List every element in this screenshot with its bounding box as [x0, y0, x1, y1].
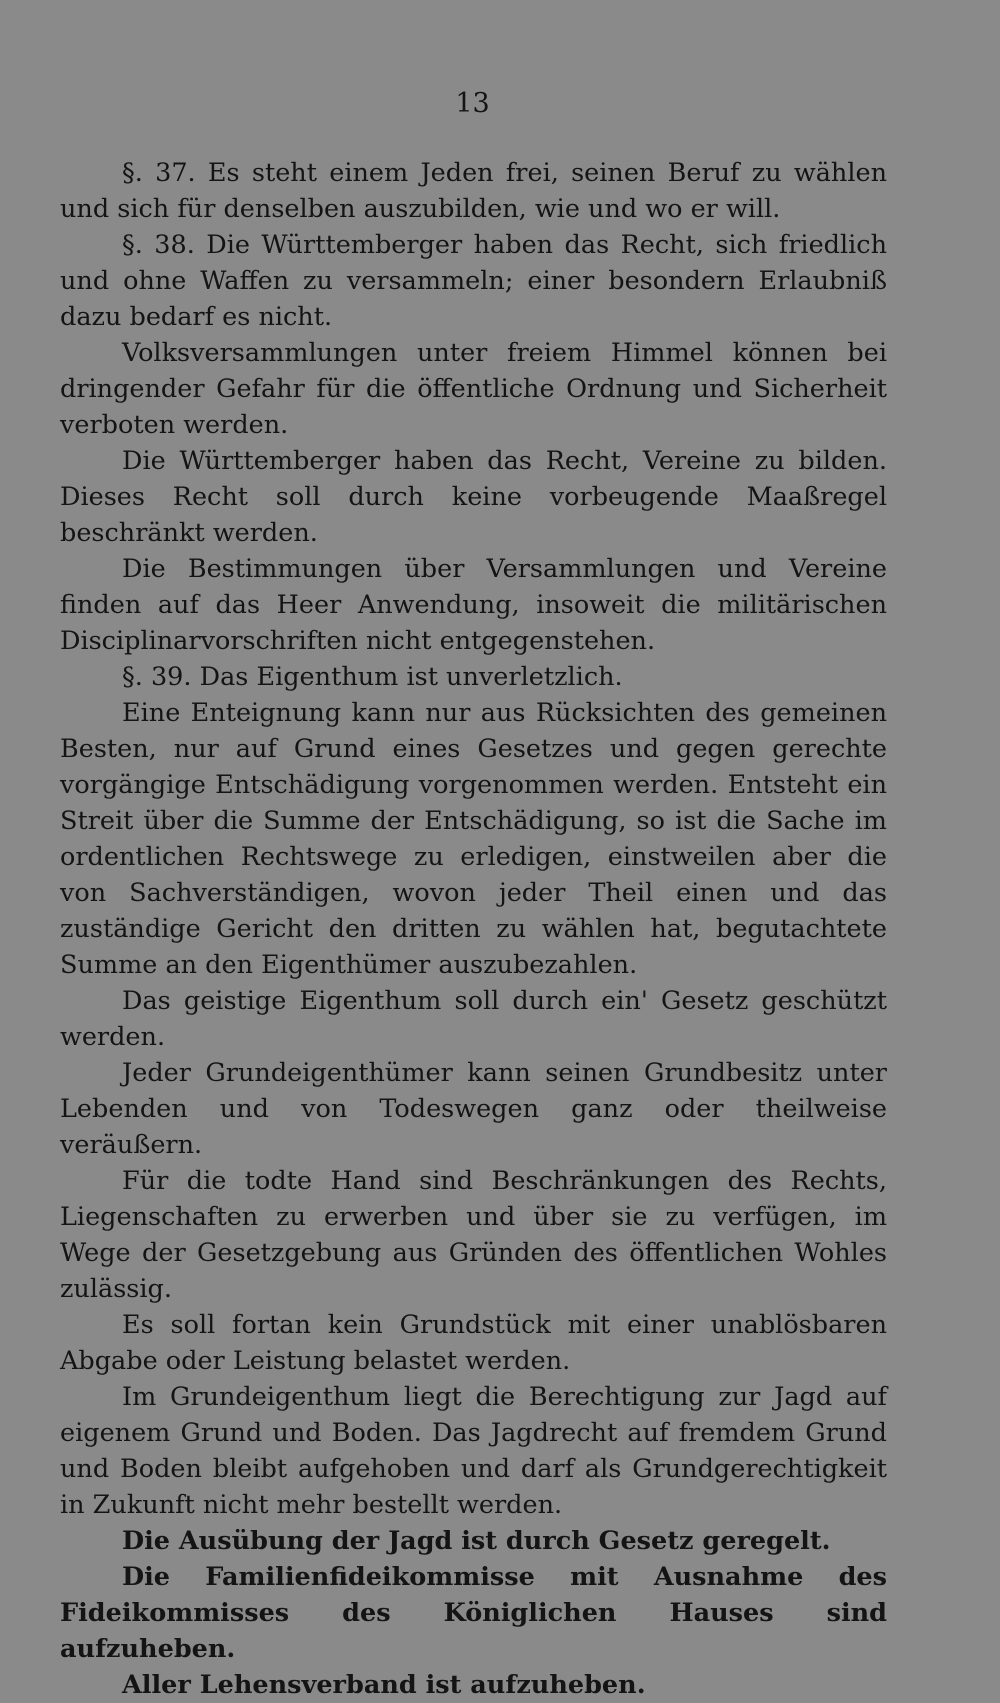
paragraph-section-39: §. 39. Das Eigenthum ist unverletzlich.	[122, 662, 623, 692]
text-body	[60, 155, 887, 1703]
paragraph: Für die todte Hand sind Beschränkungen des Rechts, Liegenschaften zu erwerben und über sie zu verfügen, im Wege der Gesetzgebung aus Gründen des öffentlichen Wohles zulässig.	[60, 1166, 887, 1304]
paragraph: Das geistige Eigenthum soll durch ein' Gesetz geschützt werden.	[60, 986, 887, 1052]
paragraph: Die Bestimmungen über Versammlungen und Vereine finden auf das Heer Anwendung, insoweit die militärischen Disciplinarvorschriften nicht entgegenstehen.	[60, 554, 887, 656]
paragraph: Die Familienfideikommisse mit Ausnahme des Fideikommisses des Königlichen Hauses sind aufzuheben.	[60, 1562, 887, 1664]
paragraph: Im Grundeigenthum liegt die Berechtigung zur Jagd auf eigenem Grund und Boden. Das Jagdrecht auf fremdem Grund und Boden bleibt aufgehoben und darf als Grundgerechtigkeit in Zukunft nicht mehr bestellt werden.	[60, 1382, 887, 1520]
paragraph: Die Württemberger haben das Recht, Vereine zu bilden. Dieses Recht soll durch keine vorbeugende Maaßregel beschränkt werden.	[60, 446, 887, 548]
paragraph: Die Ausübung der Jagd ist durch Gesetz geregelt.	[122, 1526, 831, 1556]
paragraph-section-37: §. 37. Es steht einem Jeden frei, seinen Beruf zu wählen und sich für denselben auszubilden, wie und wo er will.	[60, 158, 887, 224]
paragraph: Aller Lehensverband ist aufzuheben.	[122, 1670, 646, 1700]
paragraph: Es soll fortan kein Grundstück mit einer unablösbaren Abgabe oder Leistung belastet werden.	[60, 1310, 887, 1376]
page-number: 13	[455, 88, 490, 119]
paragraph: Eine Enteignung kann nur aus Rücksichten des gemeinen Besten, nur auf Grund eines Gesetzes und gegen gerechte vorgängige Entschädigung vorgenommen werden. Entsteht ein Streit über die Summe der Entschädigung, so ist die Sache im ordentlichen Rechtswege zu erledigen, einstweilen aber die von Sachverständigen, wovon jeder Theil einen und das zuständige Gericht den dritten zu wählen hat, begutachtete Summe an den Eigenthümer auszubezahlen.	[60, 698, 887, 980]
paragraph: Volksversammlungen unter freiem Himmel können bei dringender Gefahr für die öffentliche Ordnung und Sicherheit verboten werden.	[60, 338, 887, 440]
paragraph: Jeder Grundeigenthümer kann seinen Grundbesitz unter Lebenden und von Todeswegen ganz oder theilweise veräußern.	[60, 1058, 887, 1160]
paragraph-section-38: §. 38. Die Württemberger haben das Recht, sich friedlich und ohne Waffen zu versammeln; einer besondern Erlaubniß dazu bedarf es nicht.	[60, 230, 887, 332]
